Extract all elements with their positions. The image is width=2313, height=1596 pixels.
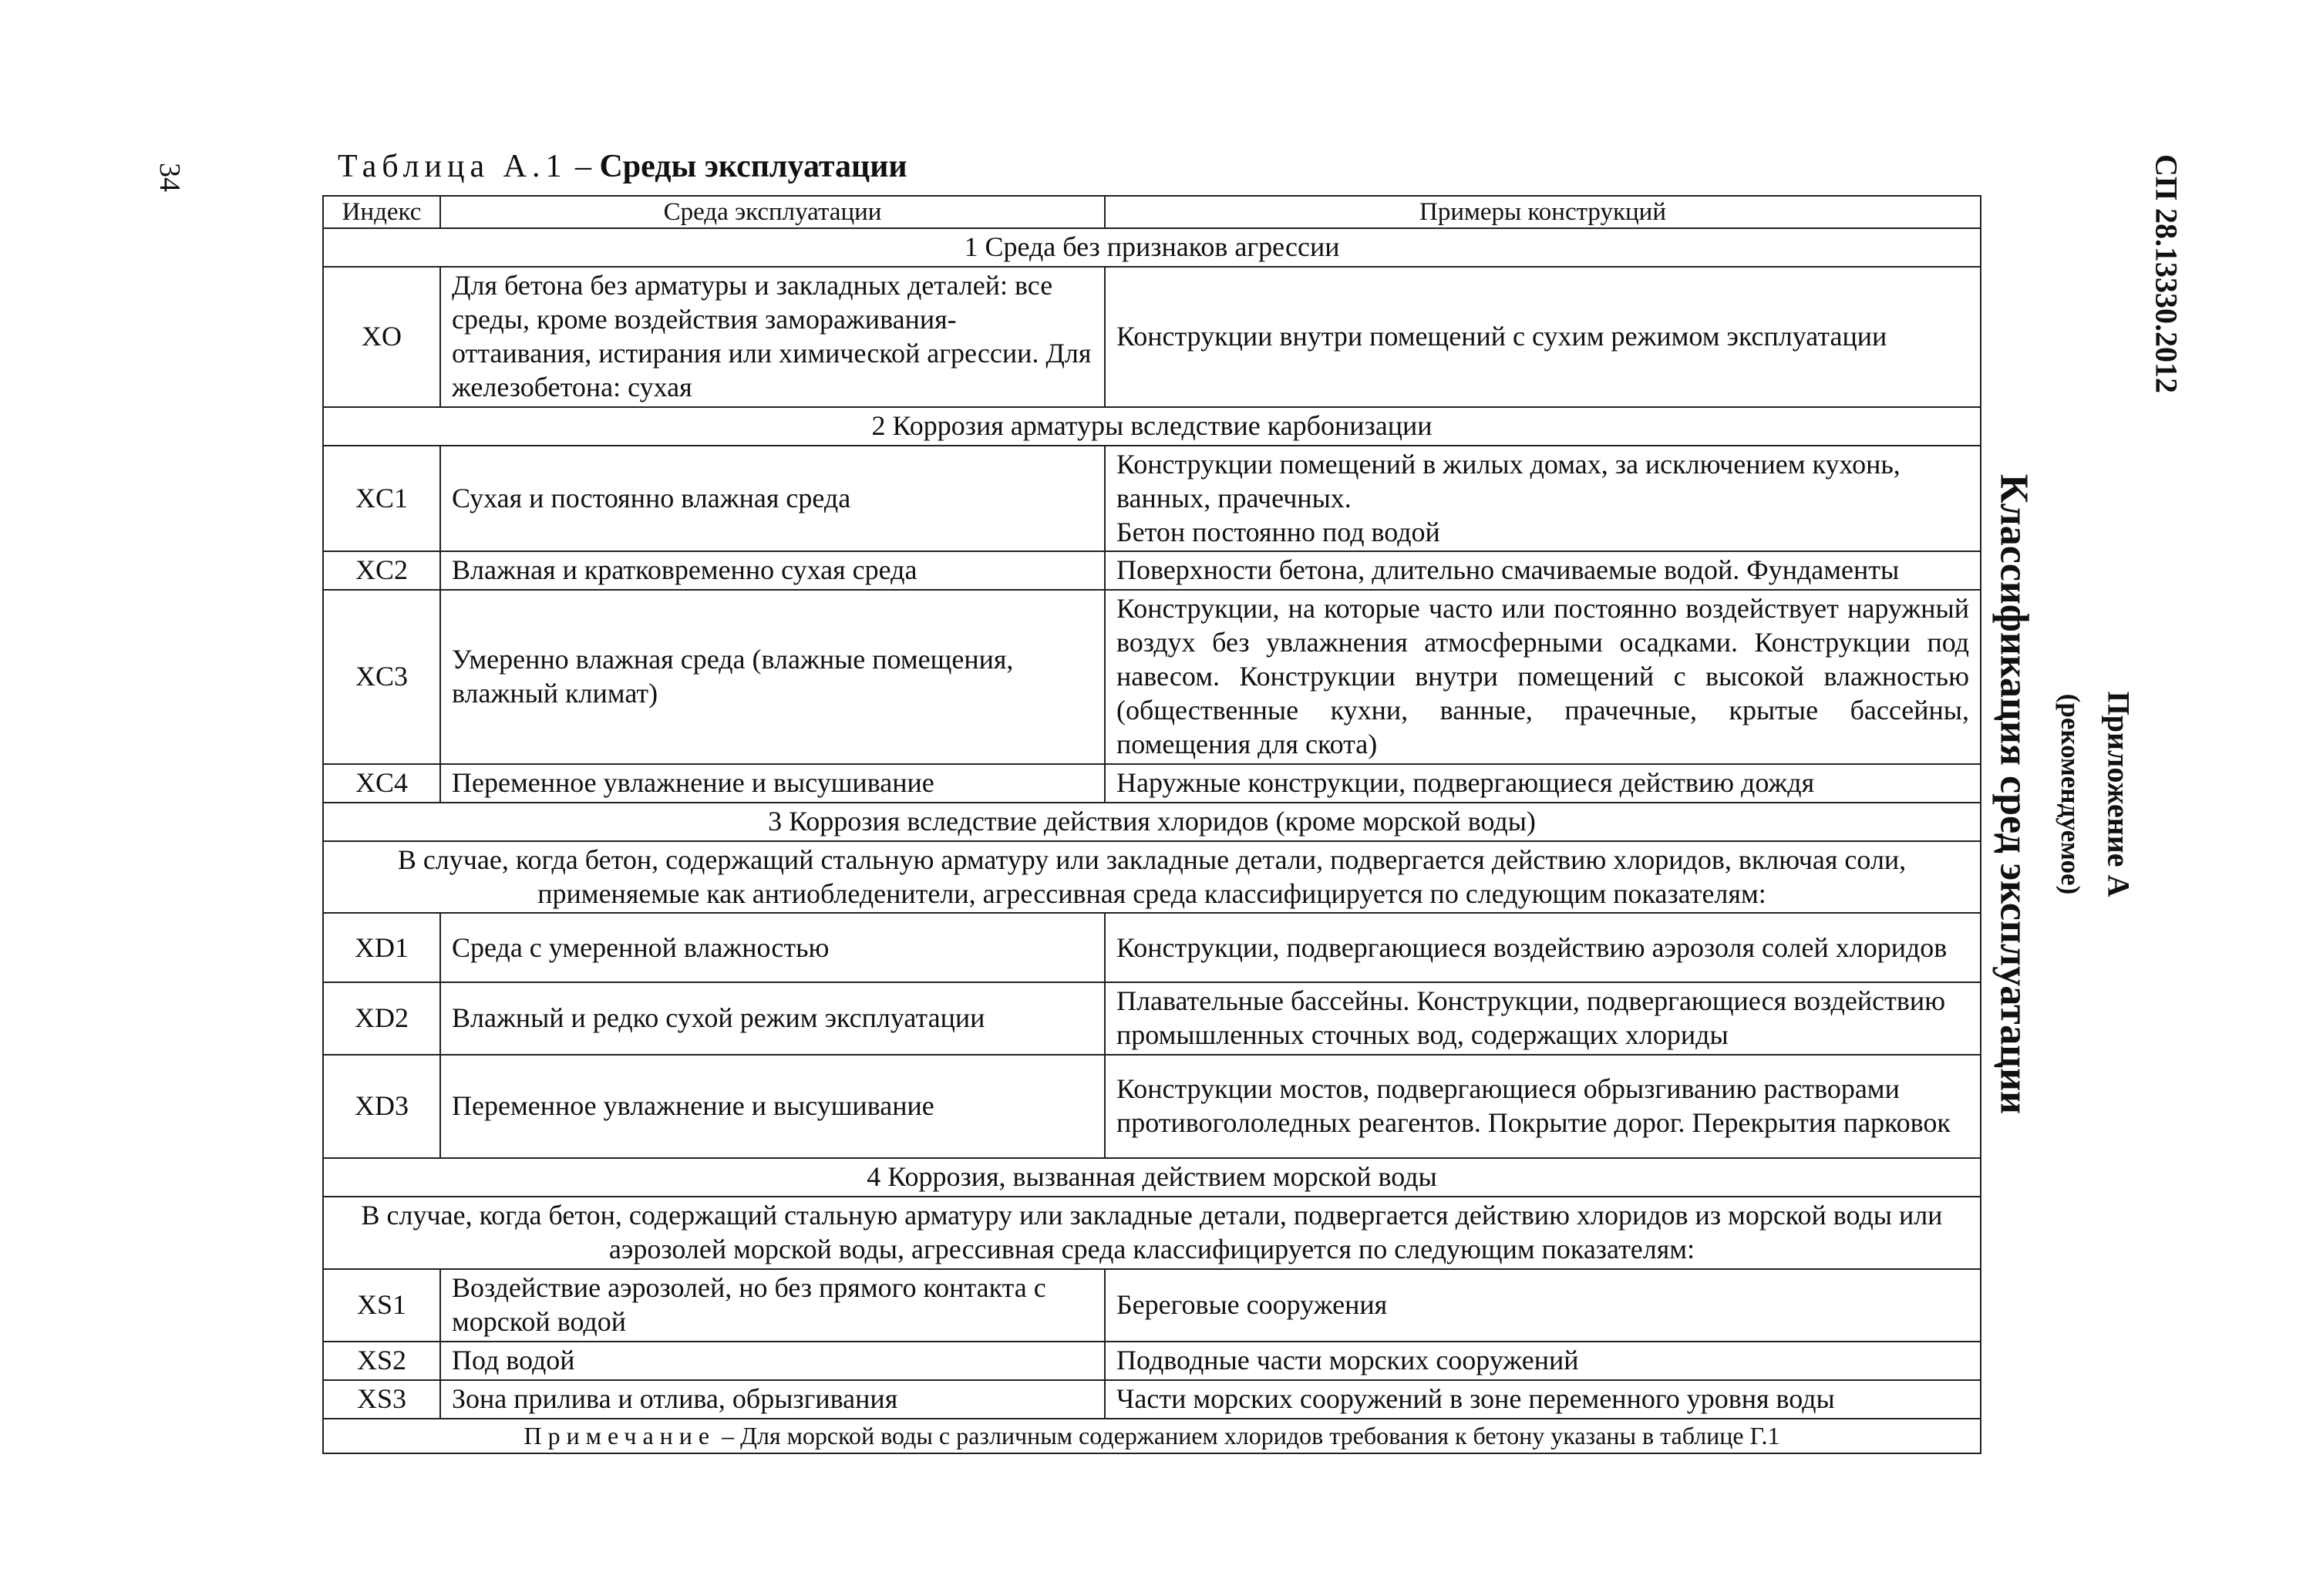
row-environment: Среда с умеренной влажностью bbox=[440, 913, 1105, 982]
table-row bbox=[323, 1380, 1981, 1419]
row-index: XO bbox=[323, 267, 440, 407]
row-examples-line: Бетон постоянно под водой bbox=[1116, 516, 1440, 547]
row-environment: Влажная и кратковременно сухая среда bbox=[440, 551, 1105, 590]
note-label: Примечание bbox=[524, 1421, 716, 1450]
row-environment: Под водой bbox=[440, 1342, 1105, 1380]
section-intro: В случае, когда бетон, содержащий стальную арматуру или закладные детали, подвергается действию хлоридов из морской воды или аэрозолей морской воды, агрессивная среда классифицируется по следующим показателям: bbox=[323, 1197, 1981, 1269]
section-row bbox=[323, 228, 1981, 267]
row-index: XC3 bbox=[323, 590, 440, 764]
section-title: 1 Среда без признаков агрессии bbox=[323, 228, 1981, 267]
header-examples: Примеры конструкций bbox=[1105, 196, 1981, 228]
section-row bbox=[323, 803, 1981, 841]
row-environment: Влажный и редко сухой режим эксплуатации bbox=[440, 982, 1105, 1055]
row-environment: Для бетона без арматуры и закладных деталей: все среды, кроме воздействия замораживания-оттаивания, истирания или химической агрессии. Для железобетона: сухая bbox=[440, 267, 1105, 407]
row-index: XS1 bbox=[323, 1269, 440, 1342]
table-row bbox=[323, 913, 1981, 982]
row-examples: Подводные части морских сооружений bbox=[1105, 1342, 1981, 1380]
section-title: 4 Коррозия, вызванная действием морской воды bbox=[323, 1158, 1981, 1197]
row-index: XD1 bbox=[323, 913, 440, 982]
table-row bbox=[323, 982, 1981, 1055]
row-index: XD3 bbox=[323, 1055, 440, 1158]
table-row bbox=[323, 267, 1981, 407]
note-row bbox=[323, 1419, 1981, 1453]
appendix-title: Приложение А bbox=[2101, 691, 2136, 897]
table-header-row bbox=[323, 196, 1981, 228]
row-index: XD2 bbox=[323, 982, 440, 1055]
table-note bbox=[323, 1419, 1981, 1453]
table-row bbox=[323, 446, 1981, 552]
row-environment: Умеренно влажная среда (влажные помещения, влажный климат) bbox=[440, 590, 1105, 764]
row-examples: Конструкции мостов, подвергающиеся обрызгиванию растворами противогололедных реагентов. Покрытие дорог. Перекрытия парковок bbox=[1105, 1055, 1981, 1158]
table-row bbox=[323, 1269, 1981, 1342]
row-examples: Береговые сооружения bbox=[1105, 1269, 1981, 1342]
row-index: XC1 bbox=[323, 446, 440, 552]
table-row bbox=[323, 590, 1981, 764]
row-examples: Поверхности бетона, длительно смачиваемые водой. Фундаменты bbox=[1105, 551, 1981, 590]
table-caption-dash: – bbox=[567, 149, 600, 184]
section-intro-row bbox=[323, 841, 1981, 914]
row-examples: Конструкции, на которые часто или постоянно воздействует наружный воздух без увлажнения атмосферными осадками. Конструкции под навесом. Конструкции внутри помещений с высокой влажностью (общественные кухни, ванные, прачечные, крытые бассейны, помещения для скота) bbox=[1105, 590, 1981, 764]
appendix-heading: Классификация сред эксплуатации bbox=[1991, 473, 2036, 1115]
note-dash: – bbox=[715, 1421, 741, 1450]
row-index: XS3 bbox=[323, 1380, 440, 1419]
table-row bbox=[323, 1055, 1981, 1158]
row-examples: Конструкции внутри помещений с сухим режимом эксплуатации bbox=[1105, 267, 1981, 407]
row-index: XC4 bbox=[323, 764, 440, 803]
section-row bbox=[323, 407, 1981, 446]
environments-table bbox=[322, 195, 1981, 1454]
row-environment: Воздействие аэрозолей, но без прямого контакта с морской водой bbox=[440, 1269, 1105, 1342]
table-caption bbox=[338, 148, 907, 185]
table-row bbox=[323, 764, 1981, 803]
table-row bbox=[323, 1342, 1981, 1380]
row-examples: Части морских сооружений в зоне переменного уровня воды bbox=[1105, 1380, 1981, 1419]
row-environment: Зона прилива и отлива, обрызгивания bbox=[440, 1380, 1105, 1419]
section-title: 3 Коррозия вследствие действия хлоридов (кроме морской воды) bbox=[323, 803, 1981, 841]
section-intro-row bbox=[323, 1197, 1981, 1269]
row-examples-line: Конструкции помещений в жилых домах, за исключением кухонь, ванных, прачечных. bbox=[1116, 448, 1901, 513]
table-caption-prefix: Таблица А.1 bbox=[338, 149, 567, 184]
header-environment: Среда эксплуатации bbox=[440, 196, 1105, 228]
row-examples: Плавательные бассейны. Конструкции, подвергающиеся воздействию промышленных сточных вод, содержащих хлориды bbox=[1105, 982, 1981, 1055]
row-examples: Конструкции, подвергающиеся воздействию аэрозоля солей хлоридов bbox=[1105, 913, 1981, 982]
note-text: Для морской воды с различным содержанием хлоридов требования к бетону указаны в таблице Г.1 bbox=[740, 1421, 1780, 1450]
table-caption-title: Среды эксплуатации bbox=[599, 149, 907, 184]
document-code: СП 28.13330.2012 bbox=[2149, 154, 2184, 393]
row-index: XS2 bbox=[323, 1342, 440, 1380]
row-index: XC2 bbox=[323, 551, 440, 590]
row-environment: Сухая и постоянно влажная среда bbox=[440, 446, 1105, 552]
header-index: Индекс bbox=[323, 196, 440, 228]
page-number: 34 bbox=[153, 163, 186, 192]
table-row bbox=[323, 551, 1981, 590]
appendix-status: (рекомендуемое) bbox=[2055, 693, 2086, 895]
section-title: 2 Коррозия арматуры вследствие карбонизации bbox=[323, 407, 1981, 446]
row-examples bbox=[1105, 446, 1981, 552]
row-environment: Переменное увлажнение и высушивание bbox=[440, 1055, 1105, 1158]
row-environment: Переменное увлажнение и высушивание bbox=[440, 764, 1105, 803]
section-intro: В случае, когда бетон, содержащий стальную арматуру или закладные детали, подвергается действию хлоридов, включая соли, применяемые как антиобледенители, агрессивная среда классифицируется по следующим показателям: bbox=[323, 841, 1981, 914]
row-examples: Наружные конструкции, подвергающиеся действию дождя bbox=[1105, 764, 1981, 803]
section-row bbox=[323, 1158, 1981, 1197]
